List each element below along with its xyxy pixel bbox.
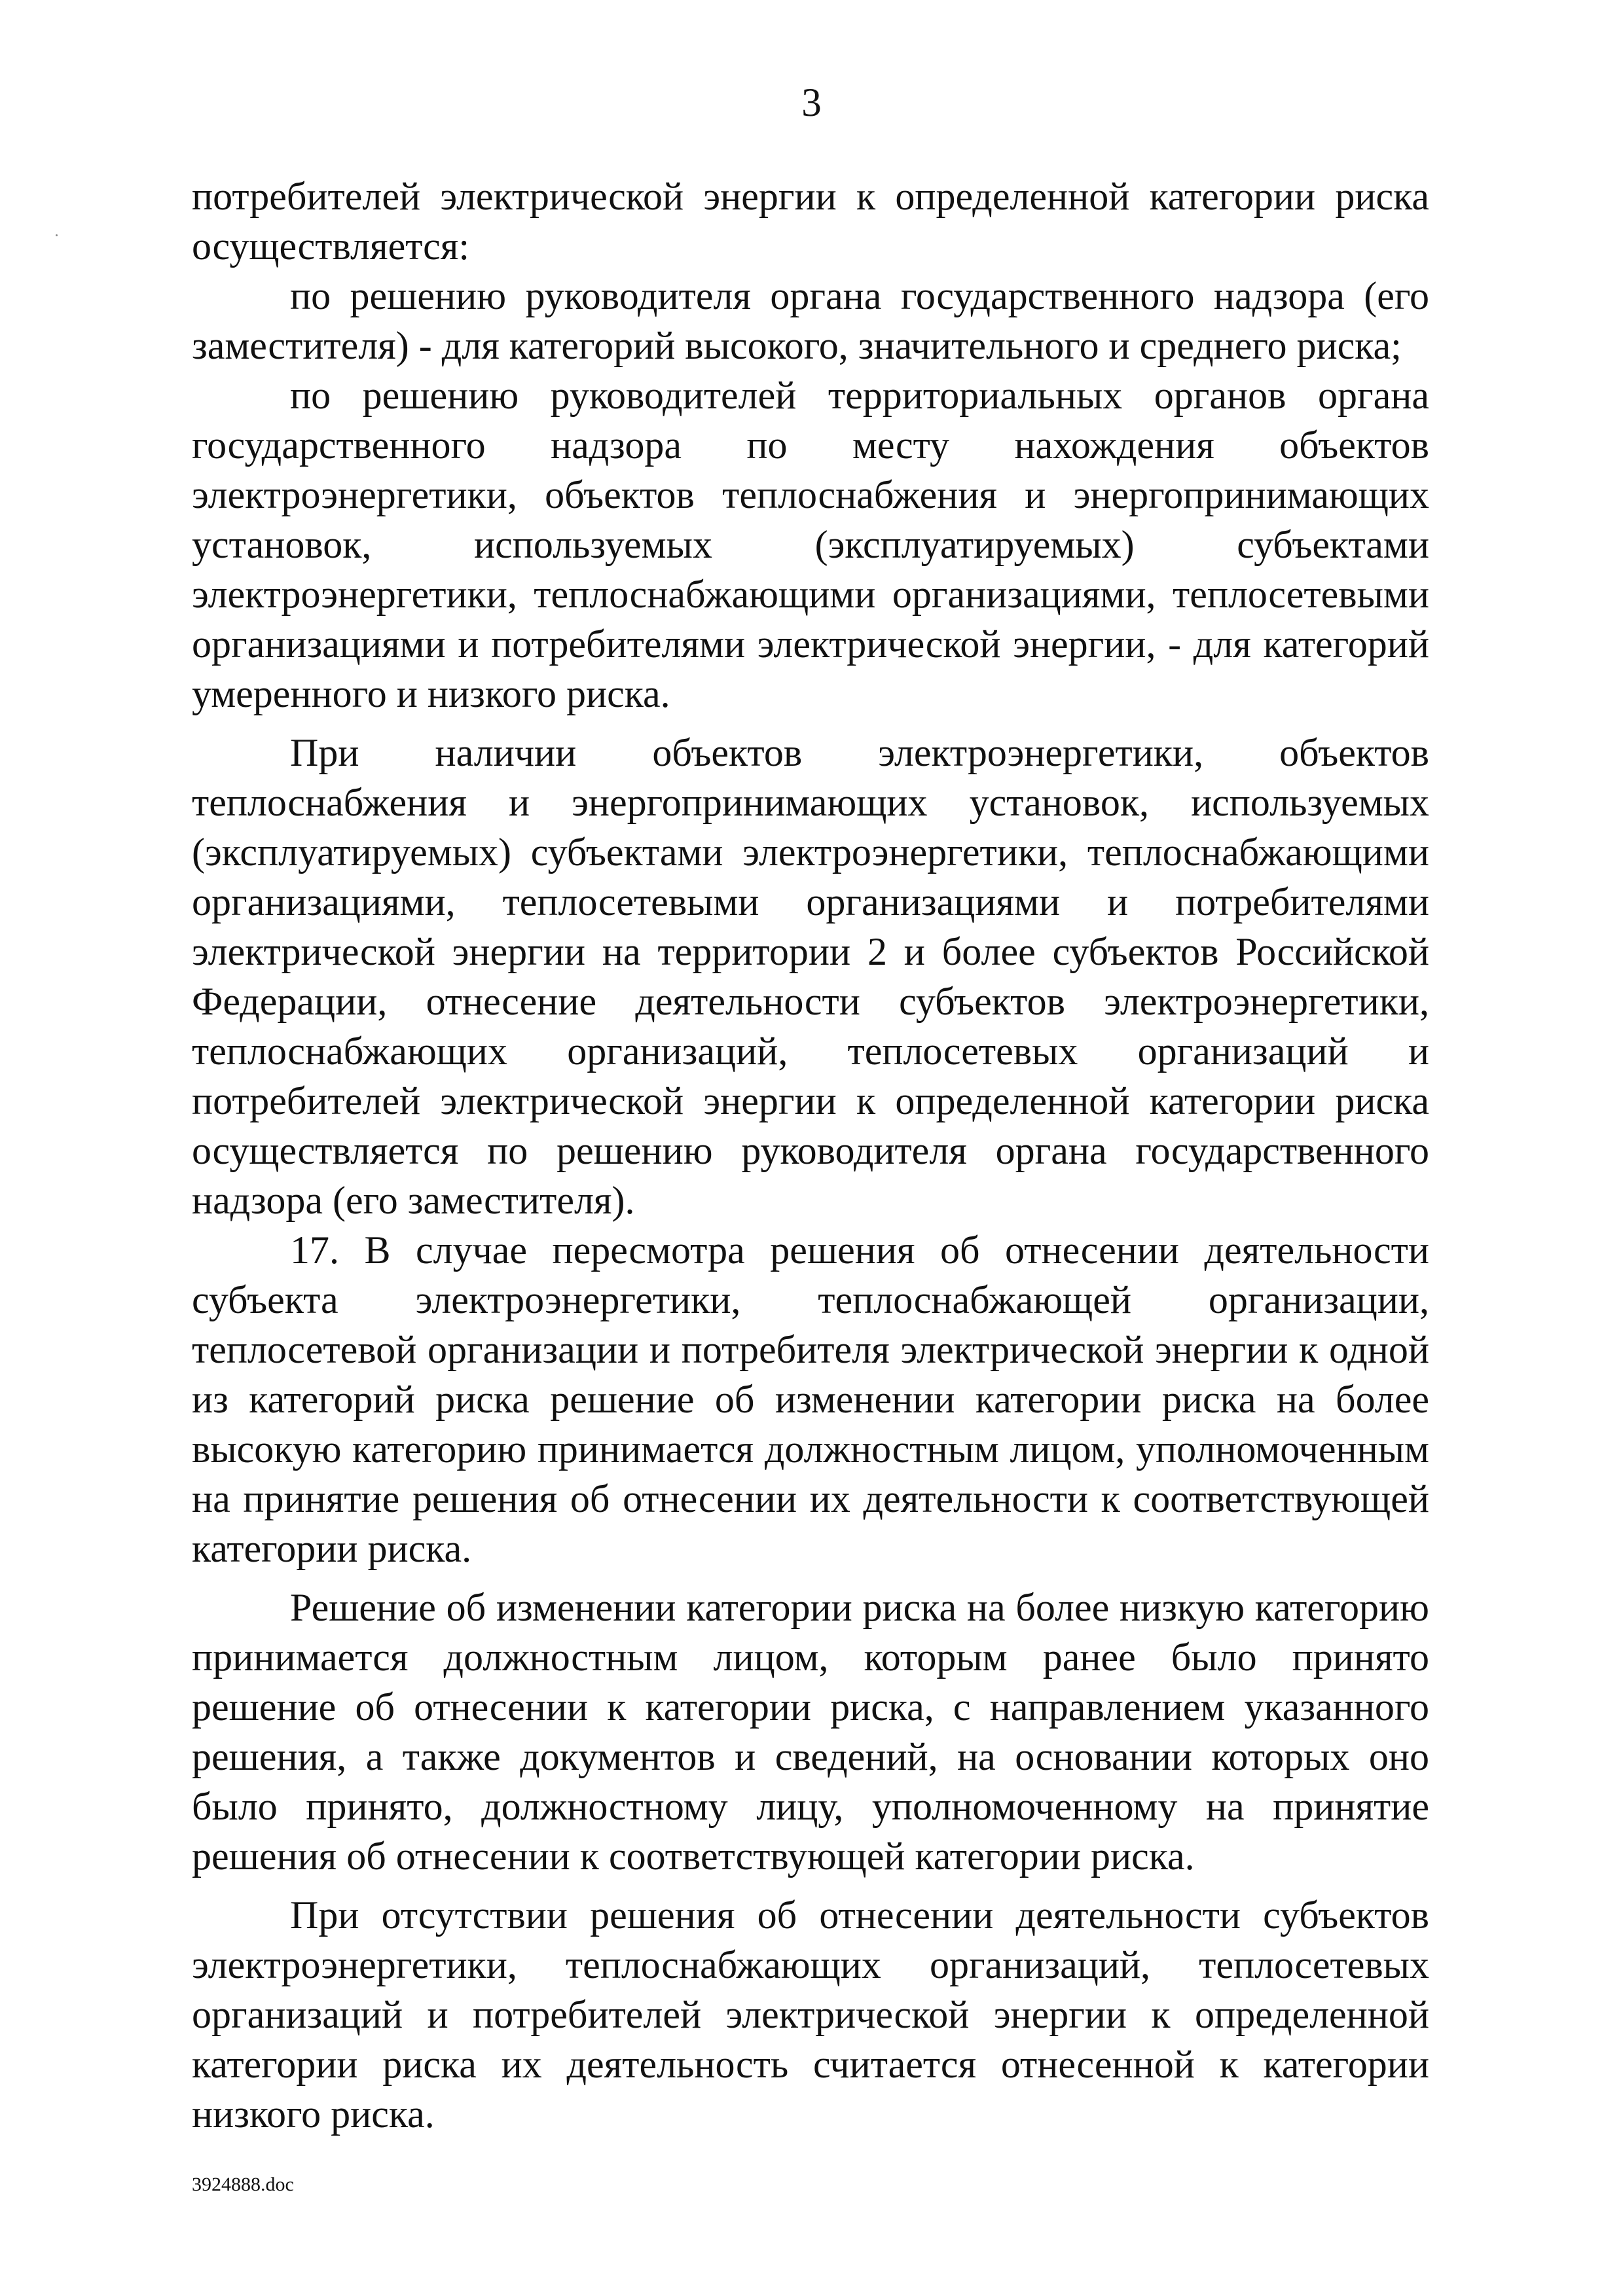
paragraph-item-17: 17. В случае пересмотра решения об отнесении деятельности субъекта электроэнергетики, теплоснабжающей организации, теплосетевой организации и потребителя электрической энергии к одной из категорий риска решение об изменении категории риска на более высокую категорию принимается должностным лицом, уполномоченным на принятие решения об отнесении их деятельности к соответствующей категории риска. bbox=[192, 1229, 1429, 1570]
scan-speck bbox=[56, 234, 58, 236]
paragraph-continuation: потребителей электрической энергии к определенной категории риска осуществляется: bbox=[192, 175, 1429, 268]
paragraph-territorial-decision: по решению руководителей территориальных органов органа государственного надзора по месту нахождения объектов электроэнергетики, объектов теплоснабжения и энергопринимающих установок, используемых (эксплуатируемых) субъектами электроэнергетики, теплоснабжающими организациями, теплосетевыми организациями и потребителями электрической энергии, - для категорий умеренного и низкого риска. bbox=[192, 374, 1429, 715]
footer-document-code: 3924888.doc bbox=[192, 2174, 294, 2195]
paragraph-federal-decision: по решению руководителя органа государственного надзора (его заместителя) - для категорий высокого, значительного и среднего риска; bbox=[192, 274, 1429, 367]
paragraph-no-decision: При отсутствии решения об отнесении деятельности субъектов электроэнергетики, теплоснабжающих организаций, теплосетевых организаций и потребителей электрической энергии к определенной категории риска их деятельность считается отнесенной к категории низкого риска. bbox=[192, 1893, 1429, 2136]
document-body bbox=[192, 171, 1429, 2139]
page-number: 3 bbox=[801, 81, 822, 125]
paragraph-lower-category: Решение об изменении категории риска на более низкую категорию принимается должностным лицом, которым ранее было принято решение об отнесении к категории риска, с направлением указанного решения, а также документов и сведений, на основании которых оно было принято, должностному лицу, уполномоченному на принятие решения об отнесении к соответствующей категории риска. bbox=[192, 1586, 1429, 1878]
paragraph-multi-region: При наличии объектов электроэнергетики, объектов теплоснабжения и энергопринимающих установок, используемых (эксплуатируемых) субъектами электроэнергетики, теплоснабжающими организациями, теплосетевыми организациями и потребителями электрической энергии на территории 2 и более субъектов Российской Федерации, отнесение деятельности субъектов электроэнергетики, теплоснабжающих организаций, теплосетевых организаций и потребителей электрической энергии к определенной категории риска осуществляется по решению руководителя органа государственного надзора (его заместителя). bbox=[192, 731, 1429, 1222]
